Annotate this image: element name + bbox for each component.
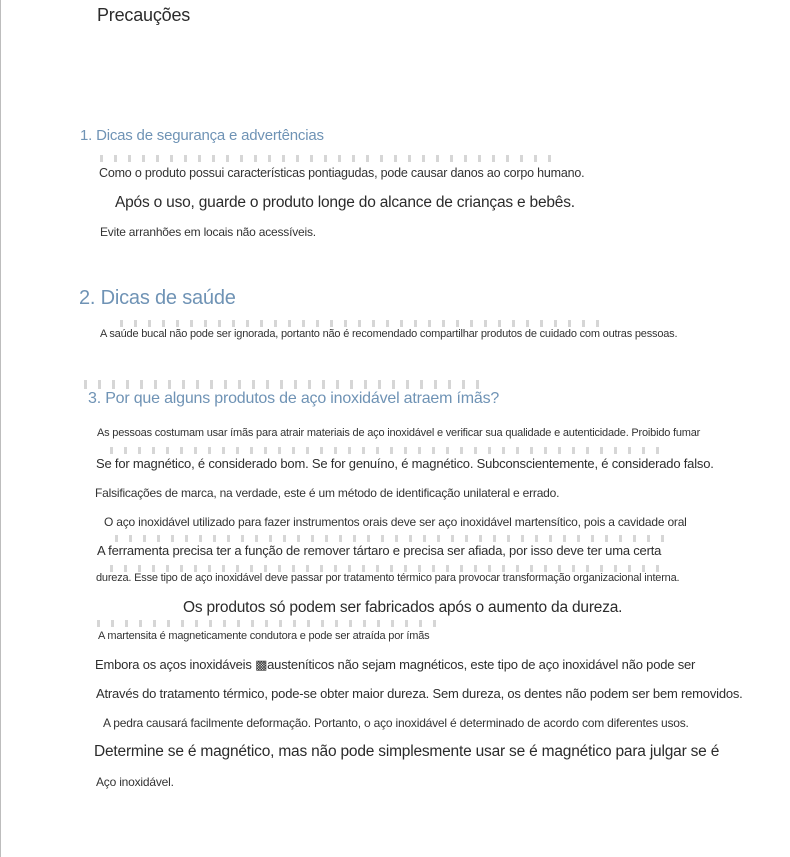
section-heading-magnets: 3. Por que alguns produtos de aço inoxidável atraem ímãs? xyxy=(88,390,500,407)
paragraph-line: O aço inoxidável utilizado para fazer instrumentos orais deve ser aço inoxidável martensítico, pois a cavidade oral xyxy=(104,515,687,529)
paragraph-line: A martensita é magneticamente condutora e pode ser atraída por ímãs xyxy=(98,630,430,642)
paragraph-line: Se for magnético, é considerado bom. Se for genuíno, é magnético. Subconscientemente, é considerado falso. xyxy=(96,456,714,471)
paragraph-line: A pedra causará facilmente deformação. Portanto, o aço inoxidável é determinado de acordo com diferentes usos. xyxy=(103,716,689,730)
paragraph-line: Os produtos só podem ser fabricados após o aumento da dureza. xyxy=(183,599,623,616)
section-heading-safety: 1. Dicas de segurança e advertências xyxy=(80,127,324,144)
paragraph-line: A saúde bucal não pode ser ignorada, portanto não é recomendado compartilhar produtos de cuidado com outras pessoas. xyxy=(100,328,678,340)
paragraph-line: Através do tratamento térmico, pode-se obter maior dureza. Sem dureza, os dentes não podem ser bem removidos. xyxy=(96,686,743,701)
paragraph-line: Determine se é magnético, mas não pode simplesmente usar se é magnético para julgar se é xyxy=(94,743,720,760)
page-title: Precauções xyxy=(97,5,191,25)
paragraph-line: As pessoas costumam usar ímãs para atrair materiais de aço inoxidável e verificar sua qualidade e autenticidade. Proibido fumar xyxy=(97,427,701,439)
paragraph-line: Aço inoxidável. xyxy=(96,775,174,789)
paragraph-line: A ferramenta precisa ter a função de remover tártaro e precisa ser afiada, por isso deve ter uma certa xyxy=(97,543,662,558)
scan-artifact xyxy=(97,620,437,627)
scan-artifact xyxy=(110,447,670,454)
page-edge xyxy=(0,0,1,857)
scan-artifact xyxy=(84,380,479,389)
scan-artifact xyxy=(120,320,600,327)
scan-artifact xyxy=(115,535,675,542)
scan-artifact xyxy=(110,565,670,572)
paragraph-line: Como o produto possui características pontiagudas, pode causar danos ao corpo humano. xyxy=(99,166,585,180)
scan-artifact xyxy=(100,155,560,162)
paragraph-line: Falsificações de marca, na verdade, este é um método de identificação unilateral e errado. xyxy=(95,486,560,500)
paragraph-line: Embora os aços inoxidáveis ▩austeníticos não sejam magnéticos, este tipo de aço inoxidável não pode ser xyxy=(95,657,696,672)
section-heading-health: 2. Dicas de saúde xyxy=(79,287,236,309)
paragraph-line: Após o uso, guarde o produto longe do alcance de crianças e bebês. xyxy=(115,194,575,211)
paragraph-line: dureza. Esse tipo de aço inoxidável deve passar por tratamento térmico para provocar transformação organizacional interna. xyxy=(96,572,680,584)
paragraph-line: Evite arranhões em locais não acessíveis. xyxy=(100,225,316,239)
